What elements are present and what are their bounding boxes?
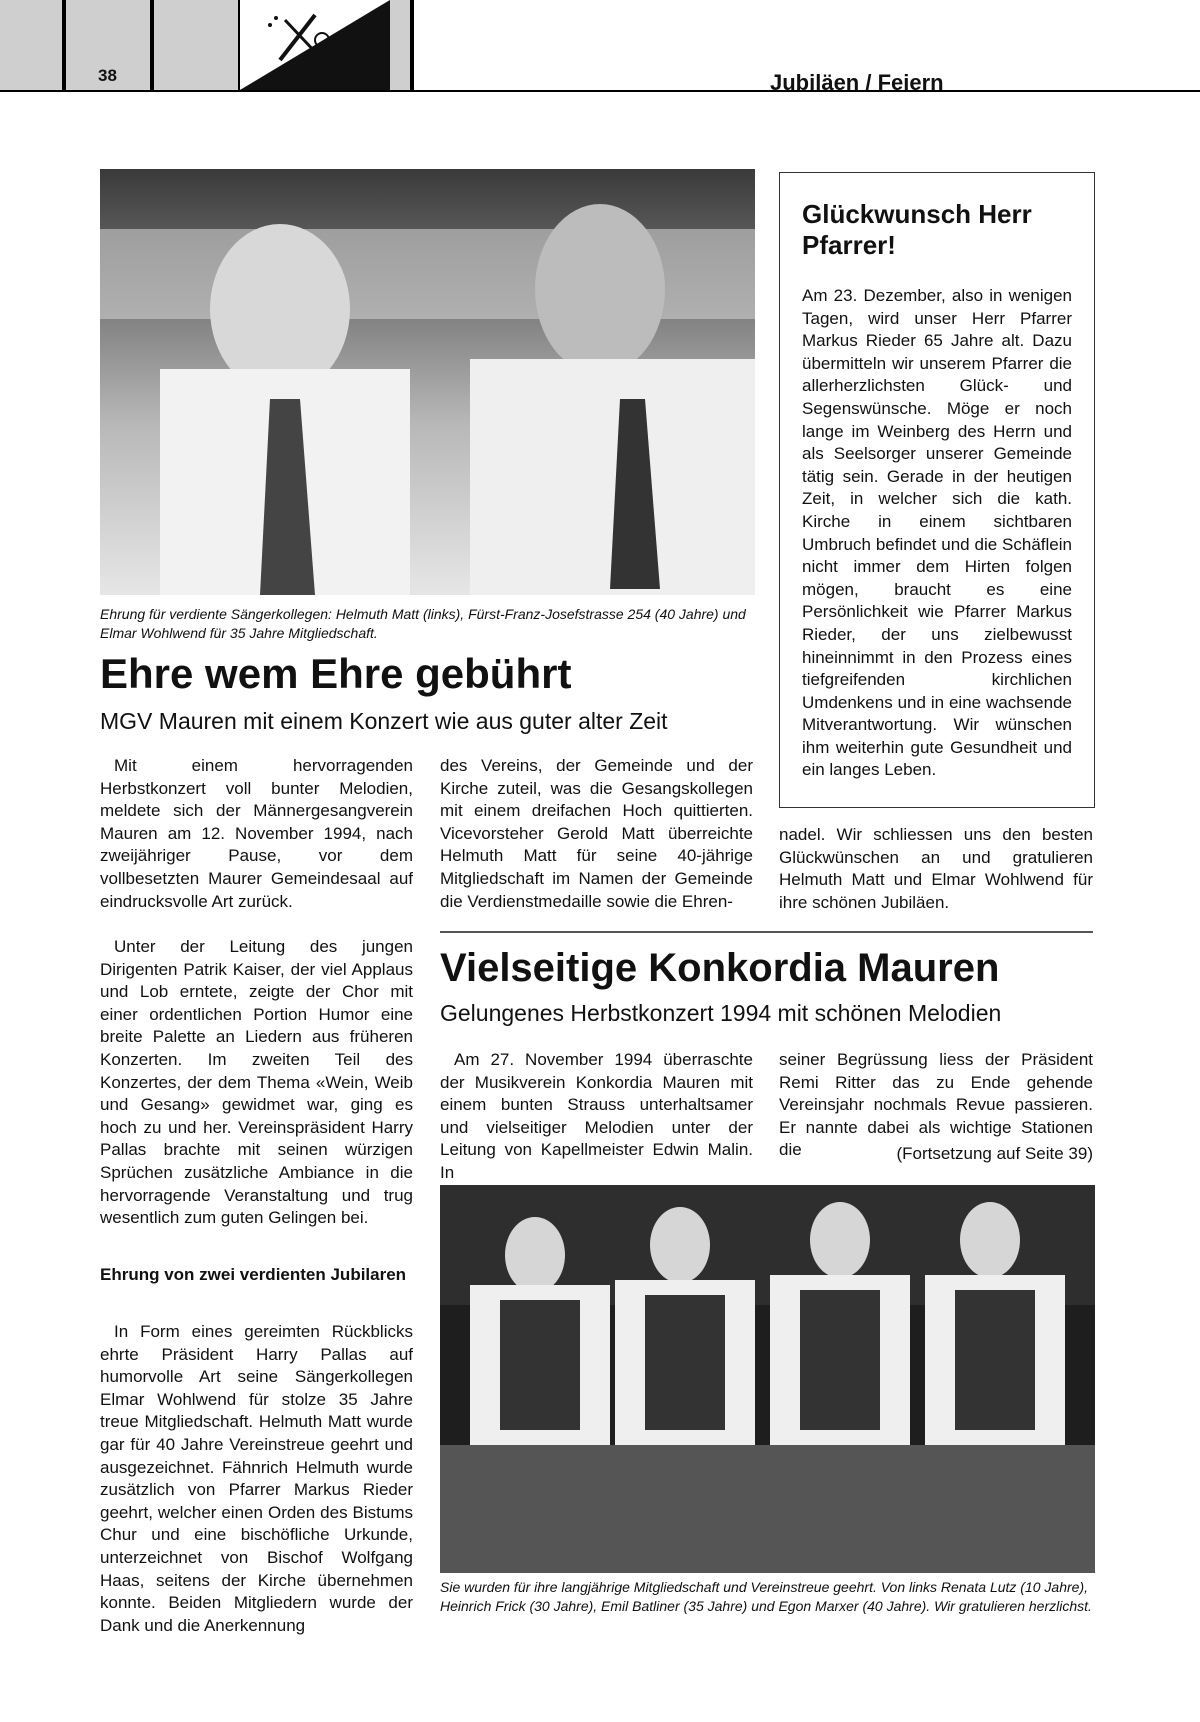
photo-caption: Sie wurden für ihre langjährige Mitgliedschaft und Vereinstreue geehrt. Von links Renata Lutz (10 Jahre), Heinrich Frick (30 Jahre), Emil Batliner (35 Jahre) und Egon Marxer (40 Jahre). Wir gratulieren herzlichst. — [440, 1579, 1092, 1614]
article-subtitle: MGV Mauren mit einem Konzert wie aus guter alter Zeit — [100, 708, 668, 734]
article-paragraph: nadel. Wir schliessen uns den besten Glückwünschen an und gratulieren Helmuth Matt und Elmar Wohlwend für ihre schönen Jubiläen. — [779, 825, 1093, 912]
article-paragraph: Mit einem hervorragenden Herbstkonzert voll bunter Melodien, meldete sich der Männergesangverein Mauren am 12. November 1994, nach zweijähriger Pause, vor dem vollbesetzten Maurer Gemeindesaal auf eindrucksvolle Art zurück. — [100, 756, 413, 911]
page-number: 38 — [98, 66, 117, 85]
section-title: Jubiläen / Feiern — [770, 70, 944, 95]
header-rule — [410, 0, 414, 92]
article-subheading: Ehrung von zwei verdienten Jubilaren — [100, 1265, 407, 1284]
article-paragraph: des Vereins, der Gemeinde und der Kirche zuteil, was die Gesangskollegen mit einem dreifachen Hoch quittierten. Vicevorsteher Gerold Matt überreichte Helmuth Matt für seine 40-jährige Mitgliedschaft im Namen der Gemeinde die Verdienstmedaille sowie die Ehren- — [440, 756, 753, 911]
section-divider — [440, 931, 1093, 933]
sidebar-box — [779, 172, 1095, 808]
sidebar-title: Glückwunsch Herr Pfarrer! — [802, 199, 1032, 260]
article-title: Ehre wem Ehre gebührt — [100, 650, 572, 697]
article-paragraph: seiner Begrüssung liess der Präsident Remi Ritter das zu Ende gehende Vereinsjahr nochmals Revue passieren. Er nannte dabei als wichtige Stationen die — [779, 1050, 1093, 1160]
article-paragraph: Am 27. November 1994 überraschte der Musikverein Konkordia Mauren mit einem bunten Strauss unterhaltsamer und vielseitiger Melodien unter der Leitung von Kapellmeister Edwin Malin. In — [440, 1050, 753, 1182]
article-title: Vielseitige Konkordia Mauren — [440, 946, 1000, 990]
header-rule — [150, 0, 154, 92]
photo-caption: Ehrung für verdiente Sängerkollegen: Helmuth Matt (links), Fürst-Franz-Josefstrasse 254 (40 Jahre) und Elmar Wohlwend für 35 Jahre Mitgliedschaft. — [100, 606, 746, 641]
header-rule — [62, 0, 66, 92]
article-paragraph: Unter der Leitung des jungen Dirigenten Patrik Kaiser, der viel Applaus und Lob erntete, zeigte der Chor mit einer ordentlichen Portion Humor eine breite Palette an Liedern aus früheren Konzerten. Im zweiten Teil des Konzertes, der dem Thema «Wein, Weib und Gesang» gewidmet war, ging es hoch zu und her. Vereinspräsident Harry Pallas brachte mit seinen würzigen Sprüchen zusätzliche Ambiance in die hervorragende Veranstaltung und trug wesentlich zum guten Gelingen bei. — [100, 937, 413, 1228]
header-divider — [0, 90, 1200, 92]
photo-musicians — [440, 1185, 1095, 1573]
continuation-note: (Fortsetzung auf Seite 39) — [896, 1144, 1093, 1163]
sidebar-text: Am 23. Dezember, also in wenigen Tagen, wird unser Herr Pfarrer Markus Rieder 65 Jahre alt. Dazu übermitteln wir unserem Pfarrer die allerherzlichsten Glück- und Segenswünsche. Möge er noch lange im Weinberg des Herrn und als Seelsorger unserer Gemeinde tätig sein. Gerade in der heutigen Zeit, in welcher sich die kath. Kirche in einem sichtbaren Umbruch befindet und die Schäflein nicht immer dem Hirten folgen mögen, braucht es eine Persönlichkeit wie Pfarrer Markus Rieder, der uns zielbewusst hineinnimmt in den Prozess eines tiefgreifenden kirchlichen Umdenkens und in eine wachsende Mitverantwortung. Wir wünschen ihm weiterhin gute Gesundheit und ein langes Leben. — [802, 286, 1072, 780]
article-subtitle: Gelungenes Herbstkonzert 1994 mit schönen Melodien — [440, 1000, 1002, 1026]
article-paragraph: In Form eines gereimten Rückblicks ehrte Präsident Harry Pallas auf humorvolle Art seine Sängerkollegen Elmar Wohlwend für stolze 35 Jahre treue Mitgliedschaft. Helmuth Matt wurde gar für 40 Jahre Vereinstreue geehrt und ausgezeichnet. Fähnrich Helmuth wurde zusätzlich von Pfarrer Markus Rieder geehrt, welcher einen Orden des Bistums Chur und eine bischöfliche Urkunde, unterzeichnet von Bischof Wolfgang Haas, seitens der Kirche übernehmen konnte. Beiden Mitgliedern wurde der Dank und die Anerkennung — [100, 1322, 413, 1635]
coat-of-arms-icon — [240, 0, 390, 90]
photo-honorees — [100, 169, 755, 595]
